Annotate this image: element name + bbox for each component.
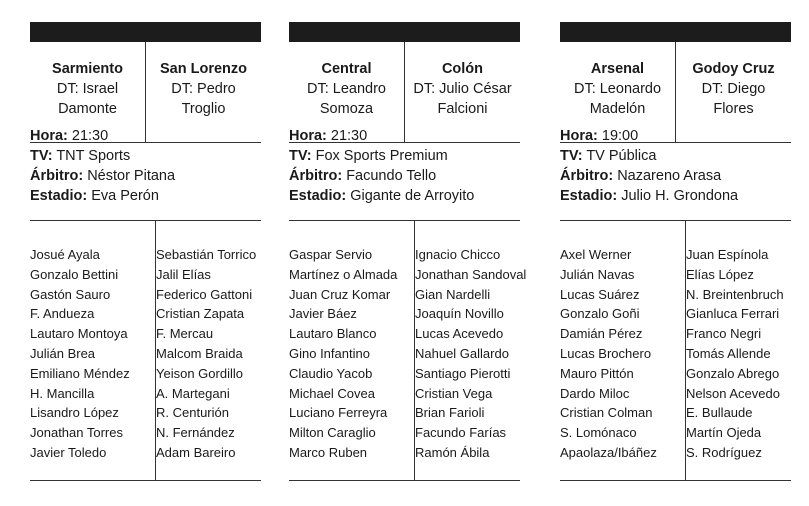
home-lineup <box>30 245 130 463</box>
player-name: Mauro Pittón <box>560 365 634 381</box>
lineups <box>289 220 527 481</box>
tv-channel-label: TV: <box>289 148 312 164</box>
player-name: Martín Ojeda <box>686 425 762 441</box>
player-name: F. Andueza <box>30 306 95 322</box>
away-coach-line2: Flores <box>713 101 754 117</box>
home-team-name: Sarmiento <box>52 61 123 77</box>
home-coach-line2: Madelón <box>589 101 646 117</box>
player-name: Adam Bareiro <box>156 444 236 460</box>
lineups <box>560 220 791 481</box>
player-name: Lucas Acevedo <box>415 326 504 342</box>
home-coach-line2: Damonte <box>58 101 117 117</box>
player-name: Gaspar Servio <box>289 247 373 262</box>
player-name: R. Centurión <box>156 405 229 421</box>
stadium-label: Estadio: <box>30 188 88 204</box>
away-lineup <box>415 245 526 463</box>
player-name: Joaquín Novillo <box>415 306 504 322</box>
home-lineup <box>289 245 397 463</box>
match-card-sarmiento-san-lorenzo <box>30 22 261 480</box>
player-name: E. Bullaude <box>686 405 753 421</box>
player-name: Yeison Gordillo <box>156 365 243 381</box>
player-name: Josué Ayala <box>30 247 100 262</box>
tv-channel-row <box>30 146 261 166</box>
stadium-value: Gigante de Arroyito <box>346 188 475 204</box>
referee-row <box>289 166 520 186</box>
player-name: N. Fernández <box>156 425 235 441</box>
referee-value: Nazareno Arasa <box>613 168 722 184</box>
player-name: Axel Werner <box>560 247 632 262</box>
player-name: Martínez o Almada <box>289 266 398 282</box>
player-name: Javier Báez <box>289 306 357 322</box>
home-coach-line1: DT: Leonardo <box>573 81 662 97</box>
player-name: Sebastián Torrico <box>156 247 257 262</box>
player-name: Gianluca Ferrari <box>686 306 780 322</box>
match-card-arsenal-godoy-cruz <box>560 22 791 480</box>
tv-channel-value: TNT Sports <box>52 148 131 164</box>
player-name: Julián Brea <box>30 345 96 361</box>
player-name: Jalil Elías <box>156 266 211 282</box>
home-coach-line1: DT: Leandro <box>307 81 386 97</box>
referee-row <box>560 166 791 186</box>
player-name: Gastón Sauro <box>30 286 111 302</box>
stadium-label: Estadio: <box>289 188 347 204</box>
tv-channel-row <box>289 146 520 166</box>
referee-label: Árbitro: <box>289 168 343 184</box>
match-time-label: Hora: <box>289 128 327 144</box>
match-info <box>30 126 261 206</box>
player-name: Emiliano Méndez <box>30 365 130 381</box>
referee-label: Árbitro: <box>30 168 84 184</box>
home-coach-line2: Somoza <box>319 101 374 117</box>
player-name: Franco Negri <box>686 326 762 342</box>
home-team <box>30 59 145 119</box>
player-name: Jonathan Sandoval <box>415 266 527 282</box>
player-name: Damián Pérez <box>560 326 643 342</box>
player-name: Malcom Braida <box>156 345 243 361</box>
away-team <box>405 59 520 119</box>
player-name: F. Mercau <box>156 326 214 342</box>
player-name: Cristian Colman <box>560 405 653 421</box>
match-info <box>560 126 791 206</box>
match-time-label: Hora: <box>560 128 598 144</box>
player-name: Gonzalo Goñi <box>560 306 640 322</box>
player-name: Michael Covea <box>289 385 375 401</box>
player-name: Gino Infantino <box>289 345 370 361</box>
player-name: Claudio Yacob <box>289 365 373 381</box>
player-name: Javier Toledo <box>30 444 107 460</box>
player-name: Elías López <box>686 266 754 282</box>
header-bar <box>30 22 261 42</box>
stadium-row <box>30 186 261 206</box>
away-team-name: San Lorenzo <box>159 61 247 77</box>
match-time-value: 21:30 <box>67 128 109 144</box>
player-name: Lisandro López <box>30 405 119 421</box>
player-name: N. Breintenbruch <box>686 286 784 302</box>
player-name: Nelson Acevedo <box>686 385 780 401</box>
player-name: Apaolaza/Ibáñez <box>560 444 657 460</box>
player-name: Tomás Allende <box>686 345 771 361</box>
player-name: Santiago Pierotti <box>415 365 511 381</box>
stadium-label: Estadio: <box>560 188 618 204</box>
stadium-value: Julio H. Grondona <box>617 188 739 204</box>
player-name: Dardo Miloc <box>560 385 630 401</box>
home-lineup <box>560 245 657 463</box>
player-name: Lautaro Blanco <box>289 326 377 342</box>
referee-value: Néstor Pitana <box>83 168 176 184</box>
home-coach-line1: DT: Israel <box>56 81 119 97</box>
player-name: Gonzalo Abrego <box>686 365 780 381</box>
home-team-name: Central <box>321 61 372 77</box>
tv-channel-value: TV Pública <box>582 148 657 164</box>
stadium-row <box>289 186 520 206</box>
away-team-name: Godoy Cruz <box>692 61 775 77</box>
away-lineup <box>156 245 256 463</box>
referee-value: Facundo Tello <box>342 168 437 184</box>
away-lineup <box>686 245 784 463</box>
tv-channel-value: Fox Sports Premium <box>311 148 448 164</box>
away-team <box>146 59 261 119</box>
player-name: Facundo Farías <box>415 425 507 441</box>
player-name: A. Martegani <box>156 385 230 401</box>
player-name: Lautaro Montoya <box>30 326 128 342</box>
player-name: Cristian Zapata <box>156 306 245 322</box>
player-name: Julián Navas <box>560 266 635 282</box>
away-coach-line1: DT: Julio César <box>413 81 512 97</box>
stadium-value: Eva Perón <box>87 188 159 204</box>
referee-label: Árbitro: <box>560 168 614 184</box>
player-name: Gonzalo Bettini <box>30 266 119 282</box>
match-time-value: 21:30 <box>326 128 368 144</box>
match-time-label: Hora: <box>30 128 68 144</box>
player-name: Ramón Ábila <box>415 444 490 460</box>
player-name: Jonathan Torres <box>30 425 123 441</box>
player-name: Marco Ruben <box>289 444 368 460</box>
player-name: Brian Farioli <box>415 405 485 421</box>
player-name: Luciano Ferreyra <box>289 405 388 421</box>
player-name: S. Lomónaco <box>560 425 637 441</box>
player-name: Lucas Brochero <box>560 345 652 361</box>
tv-channel-label: TV: <box>30 148 53 164</box>
match-time-value: 19:00 <box>597 128 639 144</box>
away-team-name: Colón <box>441 61 484 77</box>
stadium-row <box>560 186 791 206</box>
player-name: Ignacio Chicco <box>415 247 501 262</box>
away-coach-line1: DT: Pedro <box>171 81 236 97</box>
player-name: Cristian Vega <box>415 385 493 401</box>
tv-channel-label: TV: <box>560 148 583 164</box>
home-team-name: Arsenal <box>590 61 645 77</box>
player-name: Lucas Suárez <box>560 286 640 302</box>
away-coach-line2: Falcioni <box>437 101 488 117</box>
home-team <box>289 59 404 119</box>
player-name: Gian Nardelli <box>415 286 491 302</box>
player-name: S. Rodríguez <box>686 444 762 460</box>
header-bar <box>560 22 791 42</box>
away-coach-line1: DT: Diego <box>701 81 766 97</box>
match-info <box>289 126 520 206</box>
tv-channel-row <box>560 146 791 166</box>
match-time-row <box>30 126 261 146</box>
player-name: Juan Espínola <box>686 247 769 262</box>
header-bar <box>289 22 520 42</box>
home-team <box>560 59 675 119</box>
referee-row <box>30 166 261 186</box>
player-name: Milton Caraglio <box>289 425 376 441</box>
match-card-central-colon <box>289 22 527 480</box>
player-name: Federico Gattoni <box>156 286 253 302</box>
lineups <box>30 220 261 481</box>
match-time-row <box>560 126 791 146</box>
away-team <box>676 59 791 119</box>
away-coach-line2: Troglio <box>181 101 226 117</box>
player-name: Juan Cruz Komar <box>289 286 391 302</box>
match-time-row <box>289 126 520 146</box>
player-name: Nahuel Gallardo <box>415 345 509 361</box>
player-name: H. Mancilla <box>30 385 95 401</box>
